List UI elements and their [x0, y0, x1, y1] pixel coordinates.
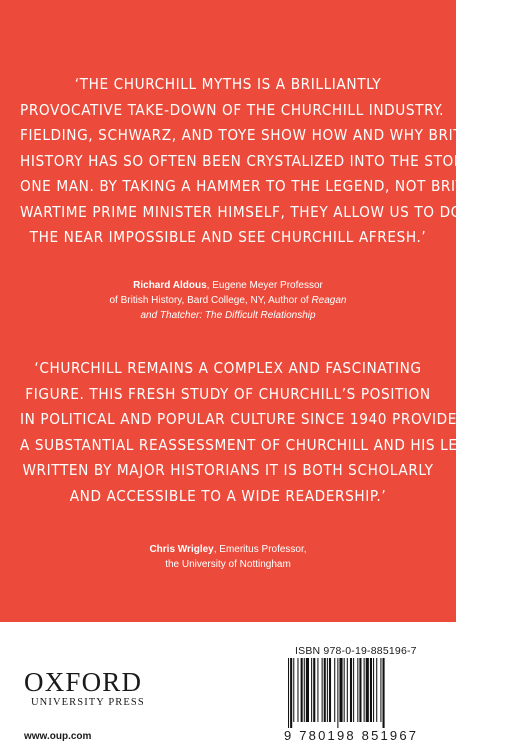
- publisher-logo: OXFORD: [24, 667, 143, 697]
- reviewer-book-title-cont: and Thatcher: The Difficult Relationship: [140, 310, 316, 321]
- quote-line: THE NEAR IMPOSSIBLE AND SEE CHURCHILL AFRESH.’: [29, 228, 427, 246]
- reviewer-affiliation: the University of Nottingham: [165, 559, 291, 570]
- quote-line: WARTIME PRIME MINISTER HIMSELF, THEY ALLOW US TO DO: [20, 202, 463, 221]
- quote-line: ONE MAN. BY TAKING A HAMMER TO THE LEGEND, NOT BRITAIN’S: [20, 177, 503, 195]
- review-quote-aldous: [20, 72, 503, 251]
- quote-line: FIGURE. THIS FRESH STUDY OF CHURCHILL’S POSITION: [25, 384, 431, 403]
- reviewer-book-title: Reagan: [311, 295, 347, 306]
- quote-line: PROVOCATIVE TAKE-DOWN OF THE CHURCHILL INDUSTRY.: [20, 100, 445, 119]
- quote-line: A SUBSTANTIAL REASSESSMENT OF CHURCHILL AND HIS LEGEND.: [20, 435, 505, 454]
- review-quote-wrigley: [20, 356, 505, 509]
- attribution-wrigley: [20, 542, 436, 572]
- quote-line: IN POLITICAL AND POPULAR CULTURE SINCE 1940 PROVIDES: [20, 410, 467, 428]
- quote-line: ‘CHURCHILL REMAINS A COMPLEX AND FASCINATING: [34, 359, 422, 377]
- reviewer-title: , Emeritus Professor,: [213, 544, 307, 555]
- isbn-label: ISBN 978-0-19-885196-7: [295, 645, 417, 657]
- publisher-subtitle: UNIVERSITY PRESS: [31, 697, 145, 708]
- attribution-aldous: [20, 278, 436, 323]
- quote-line: WRITTEN BY MAJOR HISTORIANS IT IS BOTH SCHOLARLY: [22, 461, 434, 479]
- reviewer-name: Richard Aldous: [133, 280, 207, 291]
- quote-line: AND ACCESSIBLE TO A WIDE READERSHIP.’: [69, 486, 387, 505]
- isbn-barcode: [286, 658, 434, 728]
- publisher-url: www.oup.com: [24, 731, 92, 742]
- quote-line: ‘THE CHURCHILL MYTHS IS A BRILLIANTLY: [74, 75, 382, 93]
- barcode-digits: 9 780198 851967: [284, 728, 419, 743]
- quote-line: FIELDING, SCHWARZ, AND TOYE SHOW HOW AND WHY BRITISH: [20, 126, 487, 144]
- quote-line: HISTORY HAS SO OFTEN BEEN CRYSTALIZED INTO THE STORY OF: [20, 151, 497, 170]
- publisher-footer: [0, 622, 456, 750]
- reviewer-name: Chris Wrigley: [149, 544, 214, 555]
- reviewer-title: , Eugene Meyer Professor: [206, 280, 323, 291]
- reviewer-affiliation: of British History, Bard College, NY, Author of: [109, 295, 312, 306]
